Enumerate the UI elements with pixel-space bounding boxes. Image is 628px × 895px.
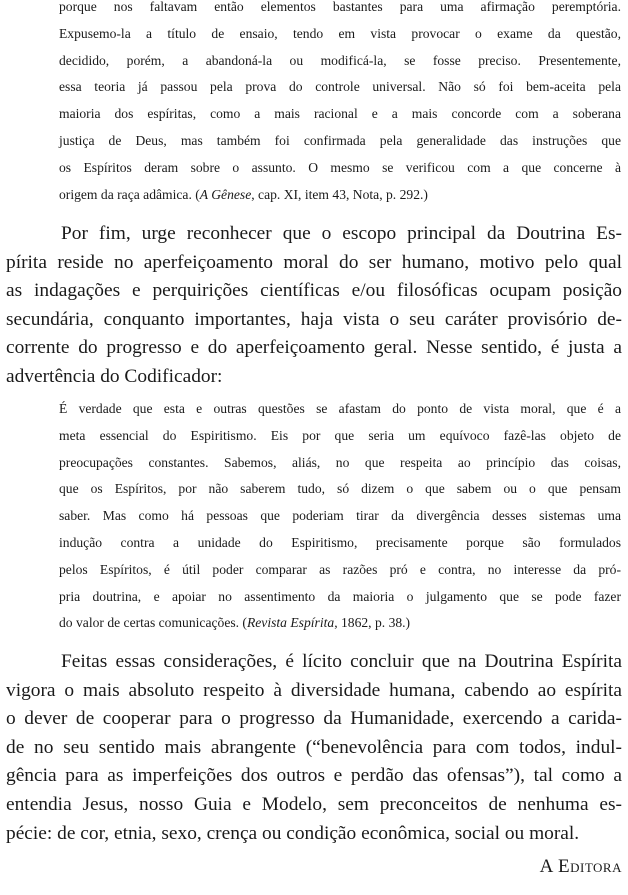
paragraph-line: pírita reside no aperfeiçoamento moral do ser humano, motivo pelo qual xyxy=(6,251,622,273)
body-paragraph-2 xyxy=(6,648,622,848)
paragraph-line: secundária, conquanto importantes, haja vista o seu caráter provisório de- xyxy=(6,308,622,330)
paragraph-line: pécie: de cor, etnia, sexo, crença ou condição econômica, social ou moral. xyxy=(6,822,580,844)
paragraph-line: advertência do Codificador: xyxy=(6,365,223,387)
paragraph-line: gência para as imperfeições dos outros e perdão das ofensas”), tal como a xyxy=(6,765,622,787)
paragraph-line: corrente do progresso e do aperfeiçoamento geral. Nesse sentido, é justa a xyxy=(6,337,622,359)
quote-line: os Espíritos deram sobre o assunto. O mesmo se verificou com a que concerne à xyxy=(59,159,621,175)
paragraph-line: as indagações e perquirições científicas e/ou filosóficas ocupam posição xyxy=(6,280,622,302)
signature-text: A Editora xyxy=(539,856,622,877)
quote-line: pelos Espíritos, é útil poder comparar as razões pró e contra, no interesse da pró- xyxy=(59,561,621,577)
citation-title: Revista Espírita xyxy=(246,615,335,631)
quote-line: pria doutrina, e apoiar no assentimento da maioria o julgamento que se pode fazer xyxy=(59,588,621,604)
quote-line: decidido, porém, a abandoná-la ou modificá-la, se fosse preciso. Presentemente, xyxy=(59,52,621,68)
paragraph-line: vigora o mais absoluto respeito à diversidade humana, cabendo ao espírita xyxy=(6,679,622,701)
quote-line-text: origem da raça adâmica. ( xyxy=(59,186,200,202)
quote-line: preocupações constantes. Sabemos, aliás, no que respeita ao princípio das coisas, xyxy=(59,454,621,470)
block-quote-revista xyxy=(59,396,621,637)
quote-line: Expusemo-la a título de ensaio, tendo em vista provocar o exame da questão, xyxy=(59,25,621,41)
paragraph-line: entendia Jesus, nosso Guia e Modelo, sem preconceitos de nenhuma es- xyxy=(6,793,622,815)
paragraph-line: o dever de cooperar para o progresso da Humanidade, exercendo a carida- xyxy=(6,708,622,730)
citation-title: A Gênese xyxy=(199,186,252,202)
quote-line: meta essencial do Espiritismo. Eis por que seria um equívoco fazê-las objeto de xyxy=(59,427,621,443)
paragraph-line: de no seu sentido mais abrangente (“benevolência para com todos, indul- xyxy=(6,736,622,758)
quote-line-text: do valor de certas comunicações. ( xyxy=(59,615,247,631)
quote-line: essa teoria já passou pela prova do controle universal. Não só foi bem-aceita pela xyxy=(59,79,621,95)
citation-reference: , cap. XI, item 43, Nota, p. 292.) xyxy=(251,186,428,202)
quote-line: indução contra a unidade do Espiritismo, precisamente porque são formulados xyxy=(59,534,621,550)
quote-line: É verdade que esta e outras questões se afastam do ponto de vista moral, que é a xyxy=(59,401,621,416)
paragraph-line: Por fim, urge reconhecer que o escopo principal da Doutrina Es- xyxy=(61,223,622,244)
quote-citation-line xyxy=(59,610,621,637)
block-quote-genese xyxy=(59,0,621,208)
quote-line: que os Espíritos, por não saberem tudo, só dizem o que sabem ou o que pensam xyxy=(59,481,621,497)
quote-citation-line xyxy=(59,182,621,209)
quote-line: porque nos faltavam então elementos bastantes para uma afirmação peremptória. xyxy=(59,0,621,14)
signature xyxy=(540,856,622,878)
paragraph-line: Feitas essas considerações, é lícito concluir que na Doutrina Espírita xyxy=(61,651,622,672)
quote-line: justiça de Deus, mas também foi confirmada pela generalidade das instruções que xyxy=(59,132,621,148)
quote-line: maioria dos espíritas, como a mais racional e a mais concorde com a soberana xyxy=(59,106,621,122)
citation-reference: , 1862, p. 38.) xyxy=(334,615,411,631)
quote-line: saber. Mas como há pessoas que poderiam tirar da divergência desses sistemas uma xyxy=(59,508,621,524)
body-paragraph-1 xyxy=(6,220,622,392)
